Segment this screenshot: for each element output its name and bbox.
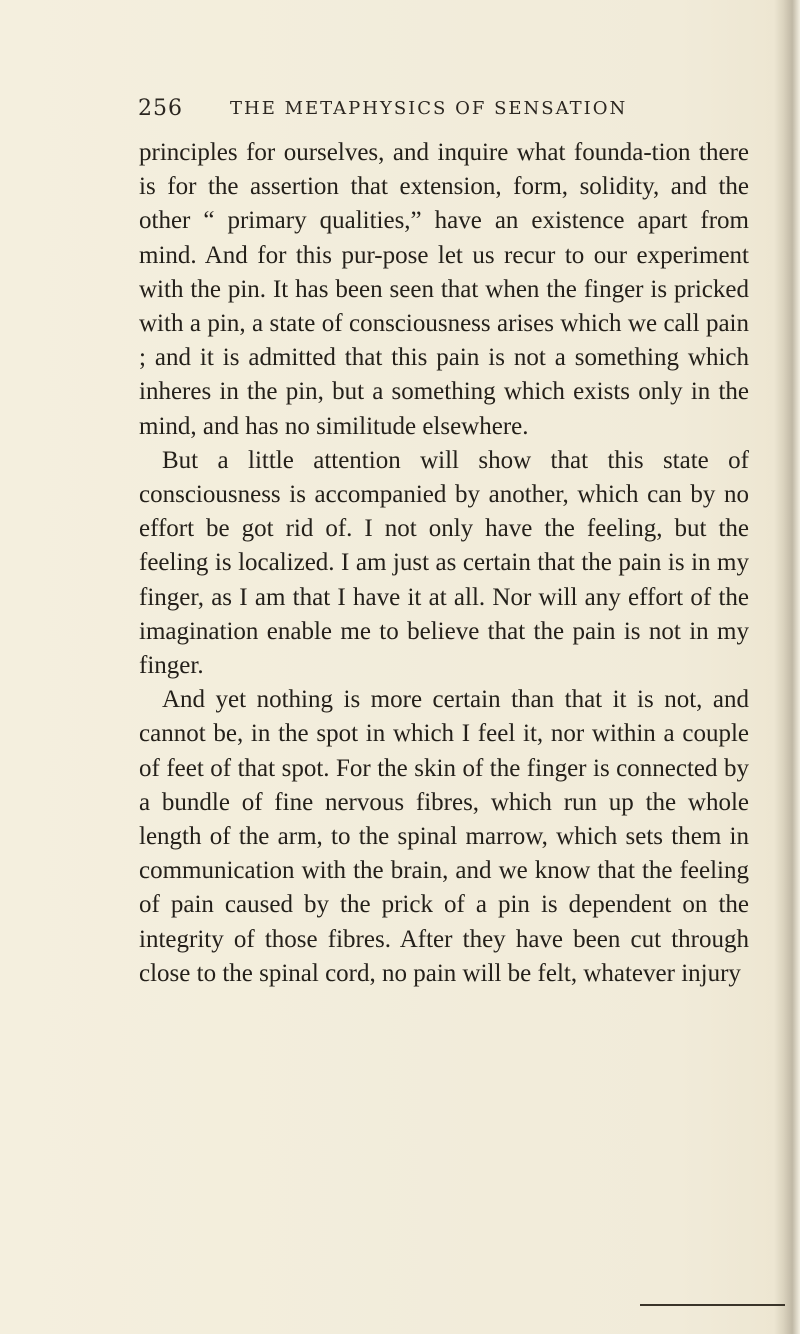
bottom-rule [640,1304,785,1306]
page-edge-shadow [774,0,800,1334]
running-head: THE METAPHYSICS OF SENSATION [230,98,628,119]
paragraph: But a little attention will show that this state of consciousness is accompanied by another, which can by no effort be got rid of. I not only have the feeling, but the feeling is localized. I am just as certain that the pain is in my finger, as I am that I have it at all. Nor will any effort of the imagination enable me to believe that the pain is not in my finger. [139,446,749,680]
paragraph: And yet nothing is more certain than that it is not, and cannot be, in the spot in which I feel it, nor within a couple of feet of that spot. For the skin of the finger is connected by a bundle of fine nervous fibres, which run up the whole length of the arm, to the spinal marrow, which sets them in communication with the brain, and we know that the feeling of pain caused by the prick of a pin is dependent on the integrity of those fibres. After they have been cut through close to the spinal cord, no pain will be felt, whatever injury [139,686,749,987]
page-number: 256 [138,96,183,121]
body-text [139,136,749,991]
paragraph: principles for ourselves, and inquire what founda-tion there is for the assertion that extension, form, solidity, and the other “ primary qualities,” have an existence apart from mind. And for this pur-pose let us recur to our experiment with the pin. It has been seen that when the finger is pricked with a pin, a state of consciousness arises which we call pain ; and it is admitted that this pain is not a something which inheres in the pin, but a something which exists only in the mind, and has no similitude elsewhere. [139,139,749,440]
page-header [138,96,738,126]
